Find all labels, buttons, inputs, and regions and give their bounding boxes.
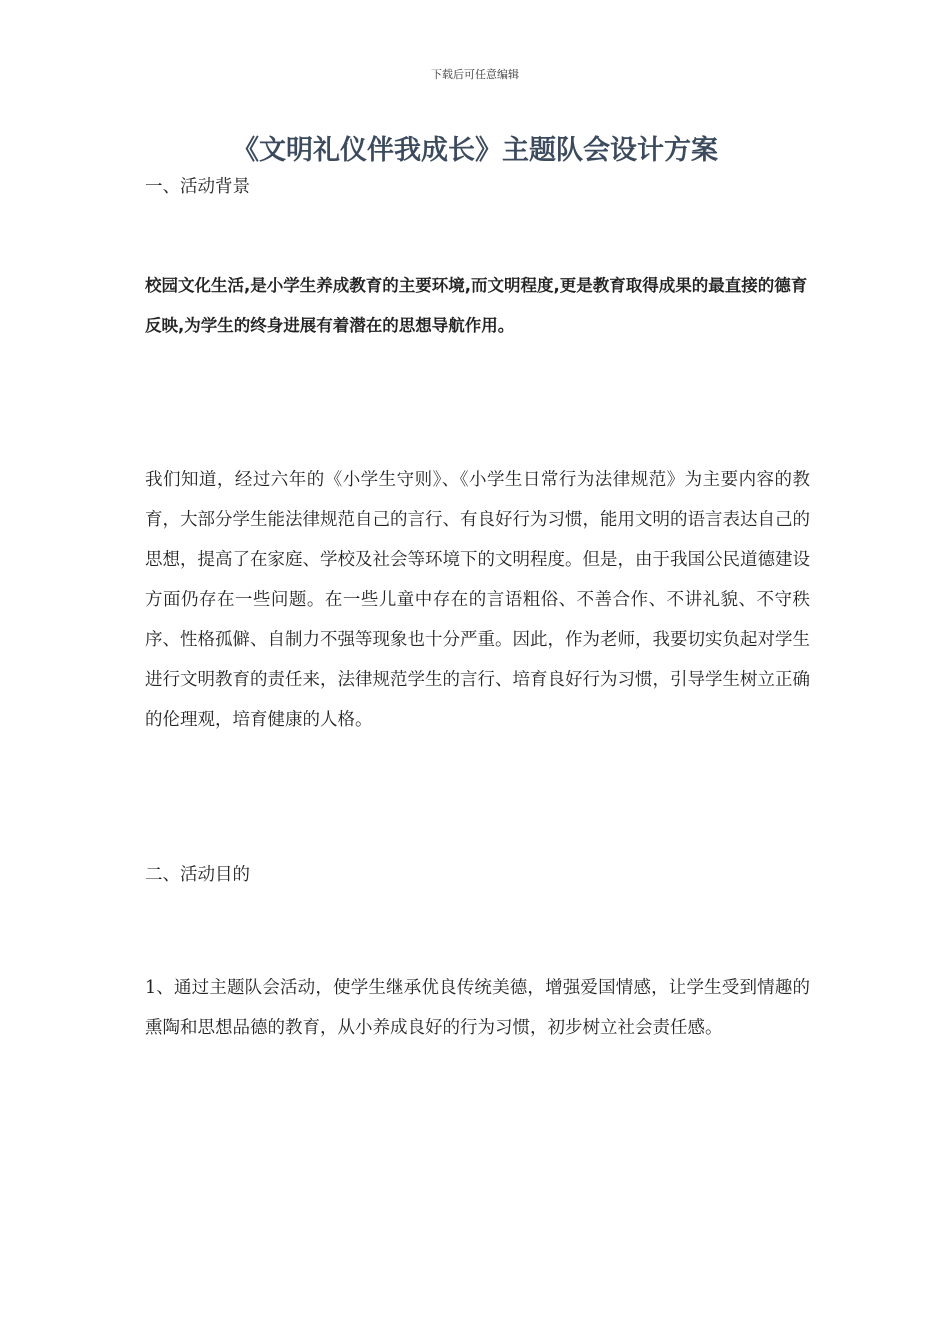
background-paragraph: 我们知道，经过六年的《小学生守则》、《小学生日常行为法律规范》为主要内容的教育，大部分学生能法律规范自己的言行、有良好行为习惯，能用文明的语言表达自己的思想，提高了在家庭、学校及社会等环境下的文明程度。但是，由于我国公民道德建设方面仍存在一些问题。在一些儿童中存在的言语粗俗、不善合作、不讲礼貌、不守秩序、性格孤僻、自制力不强等现象也十分严重。因此，作为老师，我要切实负起对学生进行文明教育的责任来，法律规范学生的言行、培育良好行为习惯，引导学生树立正确的伦理观，培育健康的人格。 — [145, 470, 810, 730]
purpose-item-1: 1、通过主题队会活动，使学生继承优良传统美德，增强爱国情感，让学生受到情趣的熏陶和思想品德的教育，从小养成良好的行为习惯，初步树立社会责任感。 — [145, 978, 810, 1038]
background-bold-paragraph: 校园文化生活,是小学生养成教育的主要环境,而文明程度,更是教育取得成果的最直接的德育反映,为学生的终身进展有着潜在的思想导航作用。 — [145, 276, 808, 335]
header-note: 下载后可任意编辑 — [431, 68, 519, 81]
section-heading-background: 一、活动背景 — [145, 177, 250, 197]
section-heading-purpose: 二、活动目的 — [145, 865, 250, 885]
page-title: 《文明礼仪伴我成长》主题队会设计方案 — [232, 135, 718, 166]
